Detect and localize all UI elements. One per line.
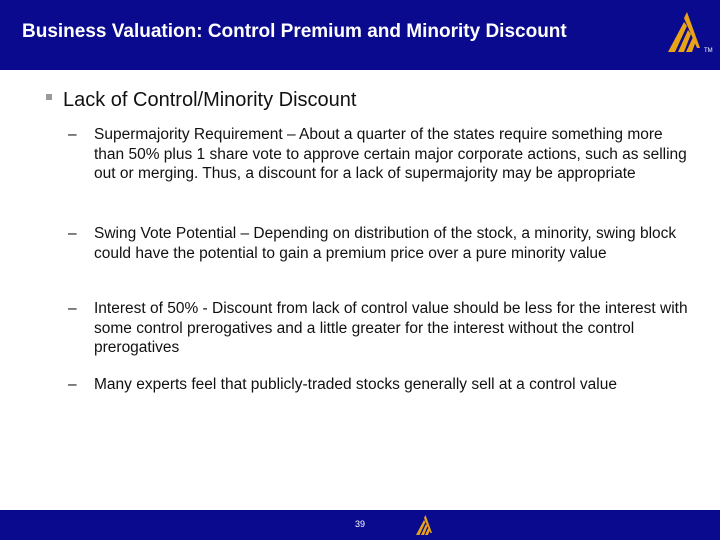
sub-bullet-text: Many experts feel that publicly-traded stocks generally sell at a control value — [94, 376, 617, 393]
slide-title: Business Valuation: Control Premium and Minority Discount — [22, 21, 567, 42]
dash-marker: – — [68, 376, 77, 393]
trademark-mark: TM — [704, 48, 713, 54]
slide-header — [0, 0, 720, 70]
sub-bullet-text: Supermajority Requirement – About a quarter of the states require something more than 50% plus 1 share vote to approve certain major corporate actions, such as selling out or merging. Thus, a discount for a lack of supermajority may be appropriate — [94, 126, 687, 182]
sub-bullet-text: Interest of 50% - Discount from lack of control value should be less for the interest with some control prerogatives and a little greater for the interest without the control prerogatives — [94, 300, 688, 356]
sub-bullet-text: Swing Vote Potential – Depending on distribution of the stock, a minority, swing block could have the potential to gain a premium price over a pure minority value — [94, 225, 677, 262]
dash-marker: – — [68, 225, 77, 242]
pyramid-logo-icon — [664, 8, 716, 60]
slide-footer — [0, 510, 720, 540]
bullet-square-icon — [46, 94, 52, 100]
pyramid-logo-icon — [414, 513, 440, 539]
main-bullet-text: Lack of Control/Minority Discount — [63, 89, 357, 111]
dash-marker: – — [68, 300, 77, 317]
page-number: 39 — [354, 519, 365, 529]
dash-marker: – — [68, 126, 77, 143]
